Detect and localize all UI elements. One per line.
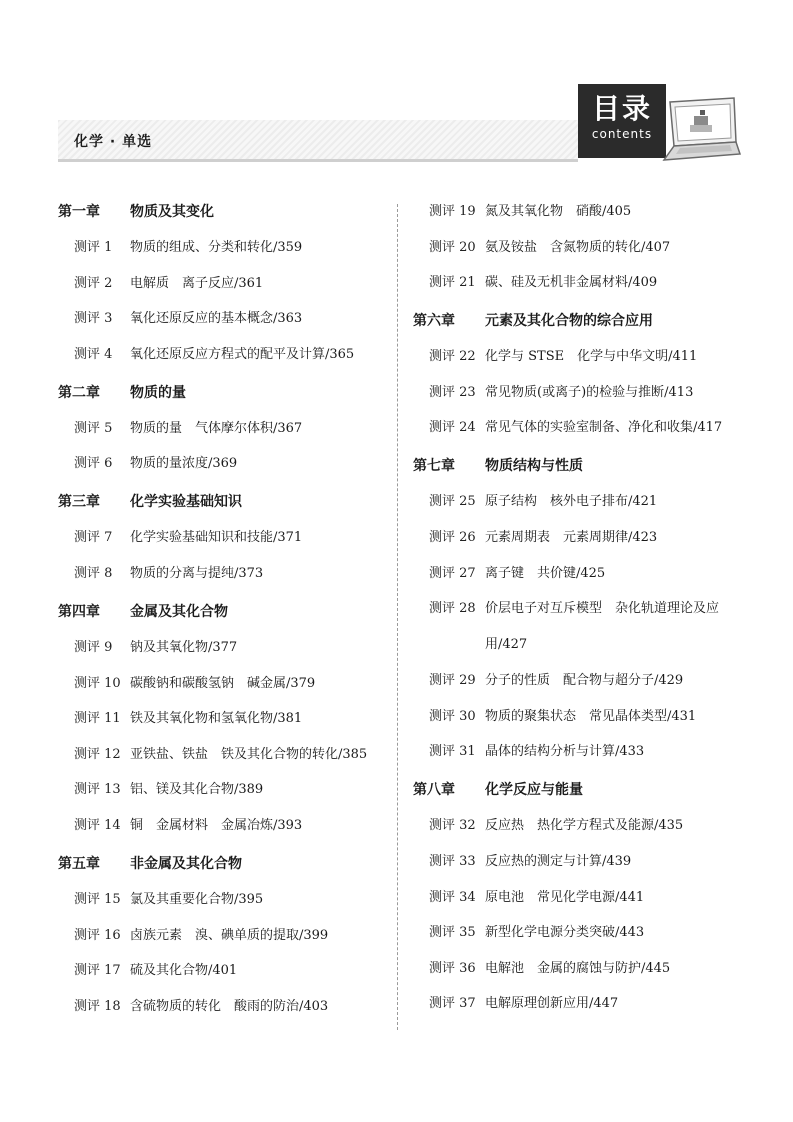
toc-item <box>58 638 390 658</box>
item-number: 测评 7 <box>74 530 113 546</box>
item-title: 卤族元素 溴、碘单质的提取/399 <box>130 927 329 943</box>
item-title: 氨及铵盐 含氮物质的转化/407 <box>485 239 671 255</box>
toc-item <box>58 528 390 548</box>
item-number: 测评 16 <box>74 927 121 943</box>
item-number: 测评 25 <box>429 494 476 510</box>
laptop-illustration <box>660 96 742 162</box>
item-title: 物质的量浓度/369 <box>130 456 238 472</box>
item-title: 晶体的结构分析与计算/433 <box>485 744 645 760</box>
toc-item <box>58 926 390 946</box>
toc-item <box>58 961 390 981</box>
item-title: 价层电子对互斥模型 杂化轨道理论及应用/427 <box>485 601 720 653</box>
chapter-title: 金属及其化合物 <box>130 603 228 620</box>
chapter-heading <box>58 854 390 874</box>
toc-item <box>58 997 390 1017</box>
chapter-number: 第八章 <box>413 782 455 799</box>
item-number: 测评 13 <box>74 782 121 798</box>
item-title: 含硫物质的转化 酸雨的防治/403 <box>130 998 329 1014</box>
toc-item <box>413 591 753 663</box>
item-title: 反应热的测定与计算/439 <box>485 853 632 869</box>
item-number: 测评 23 <box>429 384 476 400</box>
item-title: 氯及其重要化合物/395 <box>130 891 264 907</box>
toc-title-box <box>578 84 666 158</box>
chapter-heading <box>58 602 390 622</box>
chapter-heading <box>413 311 753 331</box>
toc-item <box>413 564 753 584</box>
toc-item <box>413 528 753 548</box>
toc-item <box>58 454 390 474</box>
toc-right-column <box>413 202 753 1030</box>
toc-item <box>58 238 390 258</box>
item-number: 测评 27 <box>429 565 476 581</box>
toc-item <box>58 674 390 694</box>
toc-item <box>413 202 753 222</box>
chapter-number: 第五章 <box>58 855 100 872</box>
item-number: 测评 12 <box>74 746 121 762</box>
toc-item <box>413 959 753 979</box>
item-title: 氮及其氧化物 硝酸/405 <box>485 204 632 219</box>
chapter-number: 第四章 <box>58 603 100 620</box>
item-title: 亚铁盐、铁盐 铁及其化合物的转化/385 <box>130 746 368 762</box>
item-number: 测评 22 <box>429 349 476 365</box>
item-number: 测评 32 <box>429 818 476 834</box>
item-title: 氧化还原反应方程式的配平及计算/365 <box>130 346 355 362</box>
item-number: 测评 2 <box>74 275 113 291</box>
item-number: 测评 28 <box>429 601 476 617</box>
toc-item <box>413 492 753 512</box>
chapter-title: 物质结构与性质 <box>485 458 583 475</box>
chapter-heading <box>58 492 390 512</box>
toc-item <box>58 745 390 765</box>
item-number: 测评 30 <box>429 708 476 724</box>
toc-title: 目录 <box>591 92 652 125</box>
item-title: 物质的组成、分类和转化/359 <box>130 240 303 255</box>
item-title: 铜 金属材料 金属冶炼/393 <box>130 817 303 833</box>
item-number: 测评 8 <box>74 565 113 581</box>
item-title: 常见物质(或离子)的检验与推断/413 <box>485 384 694 400</box>
item-title: 铝、镁及其化合物/389 <box>130 782 264 798</box>
toc-left-column <box>58 202 390 1032</box>
toc-item <box>413 742 753 762</box>
item-title: 碳酸钠和碳酸氢钠 碱金属/379 <box>130 675 316 691</box>
item-title: 化学与 STSE 化学与中华文明/411 <box>485 349 698 365</box>
item-number: 测评 36 <box>429 960 476 976</box>
item-title: 物质的量 气体摩尔体积/367 <box>130 420 303 436</box>
toc-item <box>58 419 390 439</box>
chapter-number: 第三章 <box>58 494 100 511</box>
item-title: 电解质 离子反应/361 <box>130 275 264 291</box>
item-number: 测评 20 <box>429 239 476 255</box>
item-number: 测评 26 <box>429 529 476 545</box>
item-title: 新型化学电源分类突破/443 <box>485 925 645 941</box>
item-number: 测评 29 <box>429 673 476 689</box>
chapter-title: 化学反应与能量 <box>485 782 583 799</box>
item-number: 测评 14 <box>74 817 121 833</box>
chapter-number: 第六章 <box>413 313 455 330</box>
item-title: 电解原理创新应用/447 <box>485 996 619 1012</box>
chapter-heading <box>58 383 390 403</box>
item-title: 化学实验基础知识和技能/371 <box>130 530 303 546</box>
item-number: 测评 11 <box>74 711 121 727</box>
item-title: 物质的分离与提纯/373 <box>130 565 264 581</box>
toc-item <box>413 347 753 367</box>
item-title: 电解池 金属的腐蚀与防护/445 <box>485 960 671 976</box>
item-title: 氧化还原反应的基本概念/363 <box>130 311 303 327</box>
item-title: 钠及其氧化物/377 <box>130 639 238 655</box>
toc-item <box>413 923 753 943</box>
item-number: 测评 4 <box>74 346 113 362</box>
toc-item <box>58 274 390 294</box>
column-divider <box>397 204 398 1030</box>
toc-item <box>413 852 753 872</box>
chapter-title: 物质的量 <box>130 384 186 401</box>
toc-item <box>58 890 390 910</box>
item-number: 测评 1 <box>74 240 113 255</box>
toc-item <box>413 273 753 293</box>
chapter-title: 非金属及其化合物 <box>130 855 242 872</box>
toc-item <box>58 816 390 836</box>
toc-item <box>58 309 390 329</box>
toc-item <box>413 994 753 1014</box>
toc-item <box>58 780 390 800</box>
item-number: 测评 3 <box>74 311 113 327</box>
toc-item <box>413 816 753 836</box>
item-number: 测评 35 <box>429 925 476 941</box>
item-title: 原电池 常见化学电源/441 <box>485 889 645 905</box>
item-number: 测评 34 <box>429 889 476 905</box>
item-number: 测评 17 <box>74 963 121 979</box>
toc-subtitle: contents <box>591 127 653 141</box>
item-number: 测评 31 <box>429 744 476 760</box>
item-title: 分子的性质 配合物与超分子/429 <box>485 673 684 689</box>
toc-item <box>58 709 390 729</box>
toc-item <box>413 383 753 403</box>
toc-item <box>413 418 753 438</box>
item-title: 元素周期表 元素周期律/423 <box>485 529 658 545</box>
chapter-title: 物质及其变化 <box>130 204 214 220</box>
toc-item <box>413 671 753 691</box>
chapter-heading <box>58 202 390 222</box>
item-title: 离子键 共价键/425 <box>485 565 606 581</box>
chapter-number: 第一章 <box>58 204 100 220</box>
item-number: 测评 19 <box>429 204 476 219</box>
chapter-title: 化学实验基础知识 <box>130 494 242 511</box>
item-number: 测评 15 <box>74 891 121 907</box>
item-title: 反应热 热化学方程式及能源/435 <box>485 818 684 834</box>
chapter-title: 元素及其化合物的综合应用 <box>485 313 653 330</box>
subject-label: 化学 · 单选 <box>74 134 153 150</box>
item-title: 原子结构 核外电子排布/421 <box>485 494 658 510</box>
item-number: 测评 10 <box>74 675 121 691</box>
item-number: 测评 33 <box>429 853 476 869</box>
toc-item <box>58 564 390 584</box>
item-title: 铁及其氧化物和氢氧化物/381 <box>130 711 303 727</box>
item-number: 测评 21 <box>429 275 476 291</box>
item-title: 物质的聚集状态 常见晶体类型/431 <box>485 708 697 724</box>
toc-item <box>413 707 753 727</box>
chapter-heading <box>413 780 753 800</box>
toc-item <box>58 345 390 365</box>
toc-item <box>413 238 753 258</box>
item-title: 碳、硅及无机非金属材料/409 <box>485 275 658 291</box>
item-title: 硫及其化合物/401 <box>130 963 238 979</box>
item-title: 常见气体的实验室制备、净化和收集/417 <box>485 420 723 436</box>
chapter-number: 第二章 <box>58 384 100 401</box>
item-number: 测评 9 <box>74 639 113 655</box>
item-number: 测评 6 <box>74 456 113 472</box>
chapter-heading <box>413 456 753 476</box>
item-number: 测评 24 <box>429 420 476 436</box>
item-number: 测评 18 <box>74 998 121 1014</box>
toc-item <box>413 888 753 908</box>
chapter-number: 第七章 <box>413 458 455 475</box>
item-number: 测评 37 <box>429 996 476 1012</box>
item-number: 测评 5 <box>74 420 113 436</box>
